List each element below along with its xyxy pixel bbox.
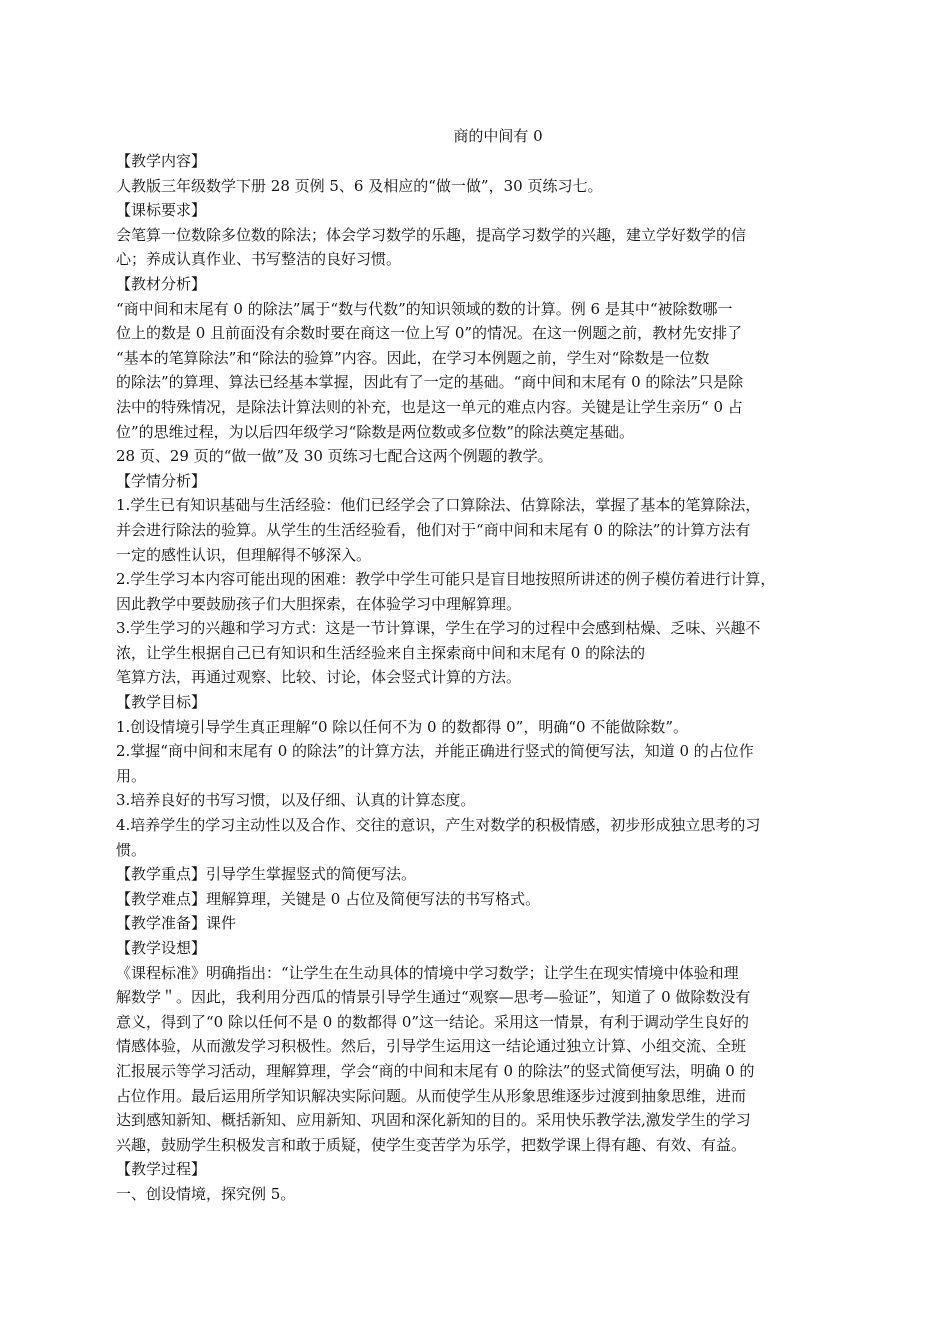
text-line: 4.培养学生的学习主动性以及合作、交往的意识，产生对数学的积极情感，初步形成独立思考的习 — [116, 816, 761, 835]
text-line: 一、创设情境，探究例 5。 — [116, 1184, 296, 1203]
text-line: 占位作用。最后运用所学知识解决实际问题。从而使学生从形象思维逐步过渡到抽象思维，进而 — [116, 1086, 747, 1105]
document-body — [116, 149, 840, 1207]
text-line: 【教学目标】 — [116, 693, 207, 712]
text-line: 法中的特殊情况，是除法计算法则的补充，也是这一单元的难点内容。关键是让学生亲历“ 0 占 — [116, 397, 743, 416]
text-line: 浓，让学生根据自己已有知识和生活经验来自主探索商中间和末尾有 0 的除法的 — [116, 643, 646, 662]
text-line: 【学情分析】 — [116, 471, 207, 490]
text-line: 【教学设想】 — [116, 939, 207, 957]
text-line: 解数学＂。因此，我利用分西瓜的情景引导学生通过“观察—思考—验证”，知道了 0 做除数没有 — [116, 988, 751, 1007]
text-line: 3.培养良好的书写习惯，以及仔细、认真的计算态度。 — [116, 791, 476, 810]
text-line: 【教学难点】理解算理，关键是 0 占位及简便写法的书写格式。 — [116, 889, 541, 908]
text-line: 28 页、29 页的“做一做”及 30 页练习七配合这两个例题的教学。 — [116, 447, 553, 466]
text-line: 用。 — [116, 766, 147, 785]
text-line: 1.创设情境引导学生真正理解“0 除以任何不为 0 的数都得 0”，明确“0 不能做除数”。 — [116, 717, 689, 736]
text-line: 并会进行除法的验算。从学生的生活经验看，他们对于“商中间和末尾有 0 的除法”的计算方法有 — [116, 520, 751, 539]
text-line: 一定的感性认识，但理解得不够深入。 — [116, 545, 372, 564]
text-line: 惯。 — [116, 840, 147, 859]
text-line: 人教版三年级数学下册 28 页例 5、6 及相应的“做一做”，30 页练习七。 — [116, 176, 603, 195]
text-line: 意义，得到了“0 除以任何不是 0 的数都得 0”这一结论。采用这一情景，有利于调动学生良好的 — [116, 1012, 750, 1031]
text-line: 会笔算一位数除多位数的除法；体会学习数学的乐趣，提高学习数学的兴趣，建立学好数学的信 — [116, 225, 747, 244]
text-line: 兴趣，鼓励学生积极发言和敢于质疑，使学生变苦学为乐学，把数学课上得有趣、有效、有益。 — [116, 1135, 747, 1154]
text-line: 位上的数是 0 且前面没有余数时要在商这一位上写 0”的情况。在这一例题之前，教材先安排了 — [116, 324, 743, 343]
text-line: 心；养成认真作业、书写整洁的良好习惯。 — [116, 250, 402, 269]
text-line: “商中间和末尾有 0 的除法”属于“数与代数”的知识领域的数的计算。例 6 是其中“被除数哪一 — [116, 299, 733, 318]
text-line: 《课程标准》明确指出：“让学生在生动具体的情境中学习数学；让学生在现实情境中体验和理 — [116, 963, 739, 982]
text-line: 情感体验，从而激发学习积极性。然后，引导学生运用这一结论通过独立计算、小组交流、全班 — [116, 1037, 747, 1056]
text-line: 【教学过程】 — [116, 1160, 207, 1179]
text-line: 1.学生已有知识基础与生活经验：他们已经学会了口算除法、估算除法，掌握了基本的笔算除法， — [116, 496, 761, 515]
text-line: 【教学准备】课件 — [116, 914, 237, 933]
text-line: 【教材分析】 — [116, 274, 207, 293]
text-line: 【课标要求】 — [116, 201, 207, 220]
text-line: 2.掌握“商中间和末尾有 0 的除法”的计算方法，并能正确进行竖式的简便写法，知道 0 的占位作 — [116, 742, 754, 761]
text-line: 2.学生学习本内容可能出现的困难：教学中学生可能只是盲目地按照所讲述的例子模仿着进行计算， — [116, 570, 776, 589]
text-line: 位”的思维过程，为以后四年级学习“除数是两位数或多位数”的除法奠定基础。 — [116, 422, 635, 441]
text-line: 的除法”的算理、算法已经基本掌握，因此有了一定的基础。“商中间和末尾有 0 的除法”只是除 — [116, 373, 744, 392]
text-line: 3.学生学习的兴趣和学习方式：这是一节计算课，学生在学习的过程中会感到枯燥、乏味、兴趣不 — [116, 619, 761, 638]
text-line: 【教学内容】 — [116, 152, 207, 170]
document-page — [116, 123, 840, 1207]
text-line: 因此教学中要鼓励孩子们大胆探索，在体验学习中理解算理。 — [116, 594, 522, 613]
text-line: 笔算方法，再通过观察、比较、讨论，体会竖式计算的方法。 — [116, 668, 522, 687]
text-line: 达到感知新知、概括新知、应用新知、巩固和深化新知的目的。采用快乐教学法,激发学生的学习 — [116, 1111, 751, 1130]
text-line: “基本的笔算除法”和“除法的验算”内容。因此，在学习本例题之前，学生对“除数是一位数 — [116, 348, 710, 367]
document-title: 商的中间有 0 — [453, 127, 543, 145]
text-line: 【教学重点】引导学生掌握竖式的简便写法。 — [116, 865, 417, 884]
text-line: 汇报展示等学习活动，理解算理，学会“商的中间和末尾有 0 的除法”的竖式简便写法，明确 0 的 — [116, 1061, 755, 1080]
